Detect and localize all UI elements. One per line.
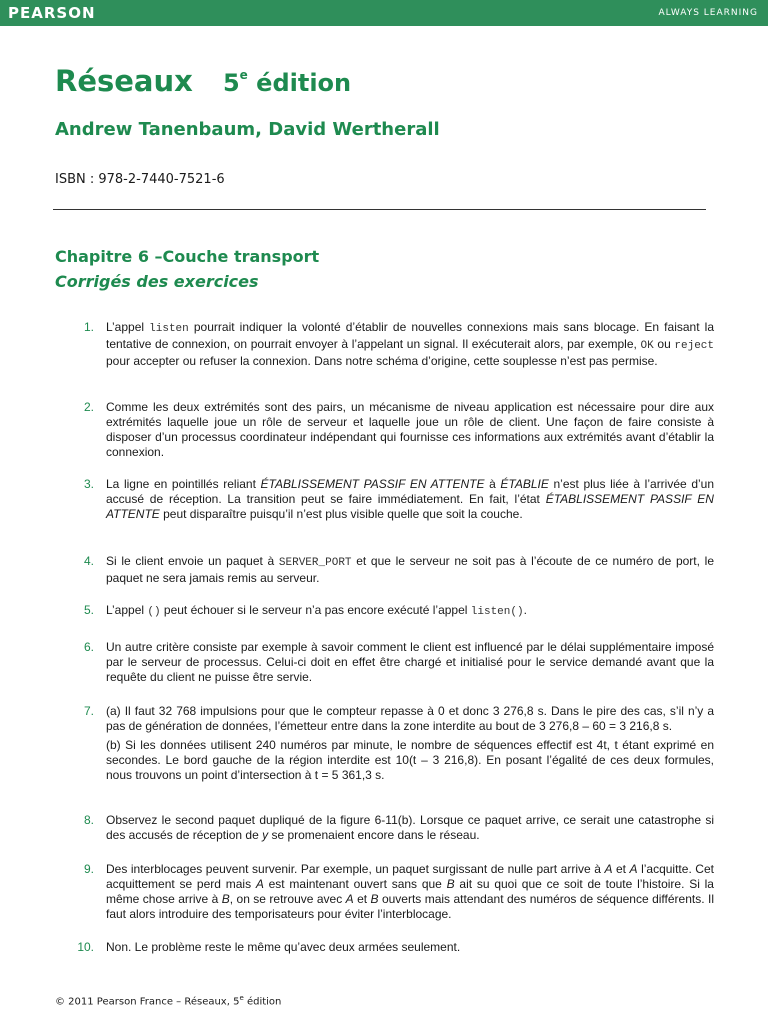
answer-text: La ligne en pointillés reliant	[106, 477, 261, 491]
answer-number: 2.	[83, 400, 94, 414]
publisher-tagline: ALWAYS LEARNING	[658, 8, 758, 18]
emphasis-text: A	[629, 862, 638, 876]
emphasis-text: ÉTABLISSEMENT PASSIF EN ATTENTE	[106, 492, 714, 521]
answer-text: .	[523, 603, 527, 617]
answer-text: Un autre critère consiste par exemple à savoir comment le client est influencé par le délai supplémentaire imposé par le serveur de processus. Celui-ci doit en effet être chargé et initialisé pour le service demandé avant que la requête du client ne puisse être servie.	[106, 640, 714, 684]
answer-body	[106, 554, 714, 586]
answer-body	[106, 640, 714, 685]
answer-text: peut échouer si le serveur n’a pas encore exécuté l’appel	[160, 603, 471, 617]
code-term: listen	[149, 323, 189, 335]
emphasis-text: B	[221, 892, 230, 906]
code-term: OK	[640, 340, 654, 352]
answer-number: 9.	[83, 862, 94, 876]
answer-paragraph	[106, 640, 714, 685]
answer-paragraph	[106, 320, 714, 369]
header-divider	[53, 209, 706, 210]
answer-text: l’acquitte. Cet acquittement se perd mais	[106, 862, 714, 891]
answer-paragraph	[106, 738, 714, 783]
answer-paragraph	[106, 554, 714, 586]
publisher-logo: PEARSON	[8, 4, 96, 22]
code-term: ()	[147, 606, 161, 618]
book-authors: Andrew Tanenbaum, David Wertherall	[55, 119, 440, 140]
emphasis-text: B	[370, 892, 379, 906]
answer-text: pourrait indiquer la volonté d’établir de nouvelles connexions mais sans blocage. En faisant la tentative de connexion, on pourrait envoyer à l’appelant un signal. Il exécuterait alors, par exemple,	[106, 320, 714, 351]
emphasis-text: A	[345, 892, 354, 906]
answer-text: est maintenant ouvert sans que	[263, 877, 447, 891]
answer-text: se promenaient encore dans le réseau.	[268, 828, 480, 842]
answer-text: L’appel	[106, 320, 150, 334]
answer-text: ait su quoi que ce soit de toute l’histoire. Si la même chose arrive à	[106, 877, 714, 906]
answer-text: Des interblocages peuvent survenir. Par exemple, un paquet surgissant de nulle part arrive à	[106, 862, 605, 876]
answer-number: 7.	[83, 704, 94, 718]
answer-number: 10.	[77, 940, 94, 954]
answer-paragraph	[106, 940, 714, 955]
book-title-text: Réseaux	[55, 64, 193, 98]
chapter-title: Chapitre 6 –Couche transport	[55, 247, 320, 266]
answer-text: ou	[653, 337, 675, 351]
answer-number: 5.	[83, 603, 94, 617]
emphasis-text: A	[604, 862, 613, 876]
answer-text: et	[353, 892, 371, 906]
answer-text: et	[612, 862, 630, 876]
emphasis-text: B	[446, 877, 455, 891]
answer-number: 4.	[83, 554, 94, 568]
answer-paragraph	[106, 704, 714, 734]
answer-body	[106, 320, 714, 369]
answer-body	[106, 477, 714, 522]
edition-word: édition	[256, 69, 352, 97]
answer-text: ouverts mais attendant des numéros de séquence différents. Il faut alors introduire des temporisateurs pour éviter l’interblocage.	[106, 892, 714, 921]
emphasis-text: ÉTABLIE	[500, 477, 549, 491]
answer-text: L’appel	[106, 603, 148, 617]
publisher-banner	[0, 0, 768, 26]
footer-text: © 2011 Pearson France – Réseaux, 5	[55, 996, 240, 1008]
page-footer	[55, 994, 281, 1007]
answer-paragraph	[106, 862, 714, 922]
answer-text: (a) Il faut 32 768 impulsions pour que le compteur repasse à 0 et donc 3 276,8 s. Dans le pire des cas, s’il n’y a pas de génération de données, l’émetteur entre dans la zone interdite au bout de 3 276,8 – 60 = 3 216,8 s.	[106, 704, 714, 733]
answer-paragraph	[106, 477, 714, 522]
footer-suffix: édition	[243, 996, 282, 1008]
chapter-subtitle: Corrigés des exercices	[55, 272, 259, 291]
answer-body	[106, 862, 714, 922]
answer-paragraph	[106, 400, 714, 460]
edition-number: 5	[222, 69, 240, 97]
emphasis-text: ÉTABLISSEMENT PASSIF EN ATTENTE	[260, 477, 485, 491]
answer-text: peut disparaître puisqu’il n’est plus visible quelle que soit la couche.	[159, 507, 523, 521]
answer-text: Non. Le problème reste le même qu’avec deux armées seulement.	[106, 940, 461, 954]
answer-body	[106, 704, 714, 783]
emphasis-text: A	[255, 877, 264, 891]
answer-body	[106, 400, 714, 460]
emphasis-text: y	[262, 828, 269, 842]
answer-number: 8.	[83, 813, 94, 827]
answer-text: , on se retrouve avec	[229, 892, 346, 906]
answer-text: n’est plus liée à l’arrivée d’un accusé de réception. La transition peut se faire immédiatement. En fait, l’état	[106, 477, 715, 506]
answer-number: 1.	[83, 320, 94, 334]
answer-paragraph	[106, 813, 714, 843]
footer-superscript: e	[239, 994, 244, 1002]
answer-text: (b) Si les données utilisent 240 numéros par minute, le nombre de séquences effectif est 4t, t étant exprimé en secondes. Le bord gauche de la région interdite est 10(t – 3 216,8). En posant l’égalité de ces deux formules, nous trouvons un point d’intersection à t = 5 361,3 s.	[106, 738, 714, 782]
answer-number: 6.	[83, 640, 94, 654]
answer-text: à	[484, 477, 501, 491]
answer-paragraph	[106, 603, 714, 620]
answer-text: Si le client envoie un paquet à	[106, 554, 279, 568]
answer-body	[106, 940, 714, 955]
book-title	[55, 64, 351, 98]
answer-number: 3.	[83, 477, 94, 491]
answer-body	[106, 813, 714, 843]
book-isbn: ISBN : 978-2-7440-7521-6	[55, 172, 225, 187]
answer-text: Observez le second paquet dupliqué de la figure 6-11(b). Lorsque ce paquet arrive, ce serait une catastrophe si des accusés de réception de	[106, 813, 714, 842]
answer-text: pour accepter ou refuser la connexion. Dans notre schéma d’origine, cette souplesse n’est pas permise.	[106, 354, 658, 368]
code-term: SERVER_PORT	[278, 557, 352, 569]
edition-superscript: e	[239, 68, 248, 82]
answer-body	[106, 603, 714, 620]
code-term: reject	[674, 340, 715, 352]
answer-text: Comme les deux extrémités sont des pairs, un mécanisme de niveau application est nécessaire pour dire aux extrémités laquelle joue un rôle de serveur et laquelle joue un rôle de client. Une façon de faire consiste à disposer d’un processus coordinateur indépendant qui fournisse ces informations aux extrémités avant d’établir la connexion.	[106, 400, 714, 459]
book-edition	[223, 69, 351, 97]
answer-text: et que le serveur ne soit pas à l’écoute de ce numéro de port, le paquet ne sera jamais remis au serveur.	[106, 554, 714, 585]
code-term: listen()	[470, 606, 524, 618]
